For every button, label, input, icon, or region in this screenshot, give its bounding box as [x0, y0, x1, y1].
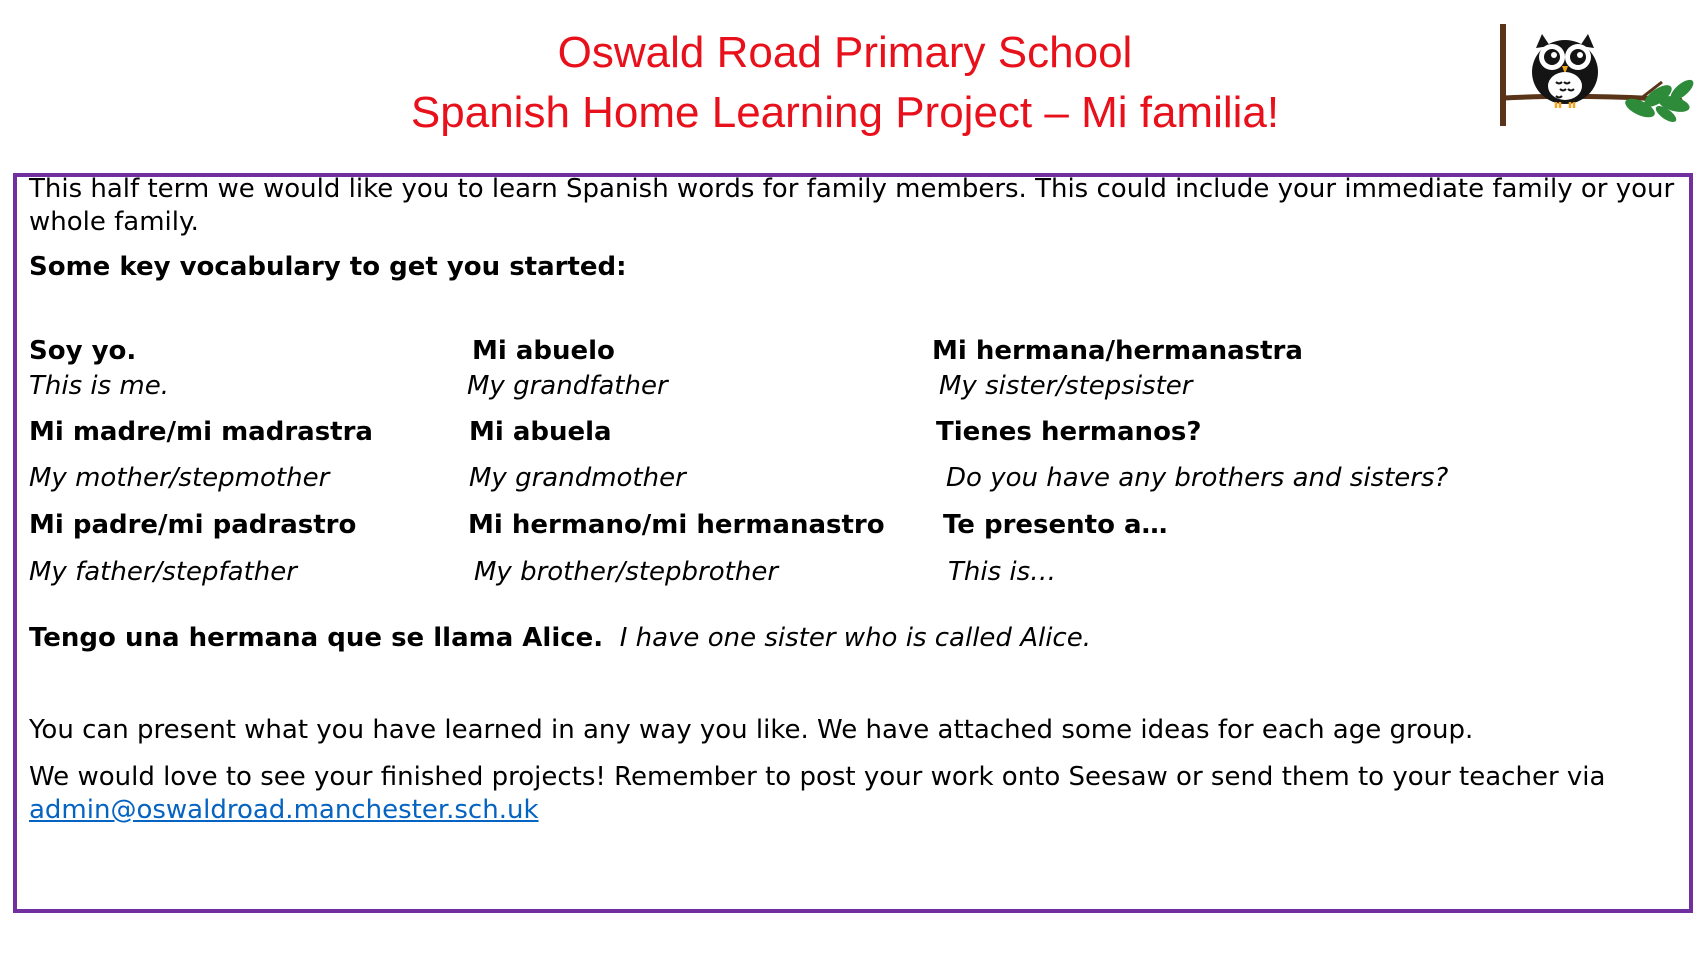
- intro-text-continued: whole family.: [29, 207, 199, 237]
- vocab-spanish: Mi hermano/mi hermanastro: [468, 510, 885, 540]
- vocab-english: My grandfather: [467, 371, 668, 401]
- intro-text: This half term we would like you to learn Spanish words for family members. This could include your immediate family or your: [29, 174, 1675, 204]
- example-english: I have one sister who is called Alice.: [619, 623, 1091, 653]
- owl-on-branch-icon: [1490, 20, 1700, 130]
- vocab-spanish: Te presento a…: [943, 510, 1168, 540]
- present-text: You can present what you have learned in any way you like. We have attached some ideas for each age group.: [29, 715, 1474, 745]
- key-vocab-heading: Some key vocabulary to get you started:: [29, 252, 627, 282]
- vocab-english: This is…: [948, 557, 1057, 587]
- finished-text: We would love to see your finished projects! Remember to post your work onto Seesaw or send them to your teacher via: [29, 762, 1606, 792]
- project-title: Spanish Home Learning Project – Mi familia!: [410, 88, 1280, 137]
- vocab-english: My father/stepfather: [29, 557, 297, 587]
- email-link[interactable]: admin@oswaldroad.manchester.sch.uk: [29, 795, 539, 825]
- school-name-title: Oswald Road Primary School: [557, 28, 1133, 77]
- vocab-spanish: Mi abuela: [469, 417, 612, 447]
- vocab-spanish: Mi hermana/hermanastra: [932, 336, 1303, 366]
- vocab-spanish: Mi padre/mi padrastro: [29, 510, 357, 540]
- example-spanish: Tengo una hermana que se llama Alice.: [29, 623, 604, 653]
- vocab-english: Do you have any brothers and sisters?: [946, 463, 1449, 493]
- vocab-spanish: Mi madre/mi madrastra: [29, 417, 373, 447]
- vocab-english: My brother/stepbrother: [474, 557, 779, 587]
- vocab-spanish: Mi abuelo: [472, 336, 615, 366]
- vocab-english: My grandmother: [469, 463, 686, 493]
- vocab-english: My sister/stepsister: [939, 371, 1193, 401]
- vocab-spanish: Tienes hermanos?: [936, 417, 1202, 447]
- content-box: [13, 173, 1693, 913]
- example-sentence: [29, 620, 1091, 656]
- vocab-english: My mother/stepmother: [29, 463, 330, 493]
- vocab-spanish: Soy yo.: [29, 336, 137, 366]
- vocab-english: This is me.: [29, 371, 170, 401]
